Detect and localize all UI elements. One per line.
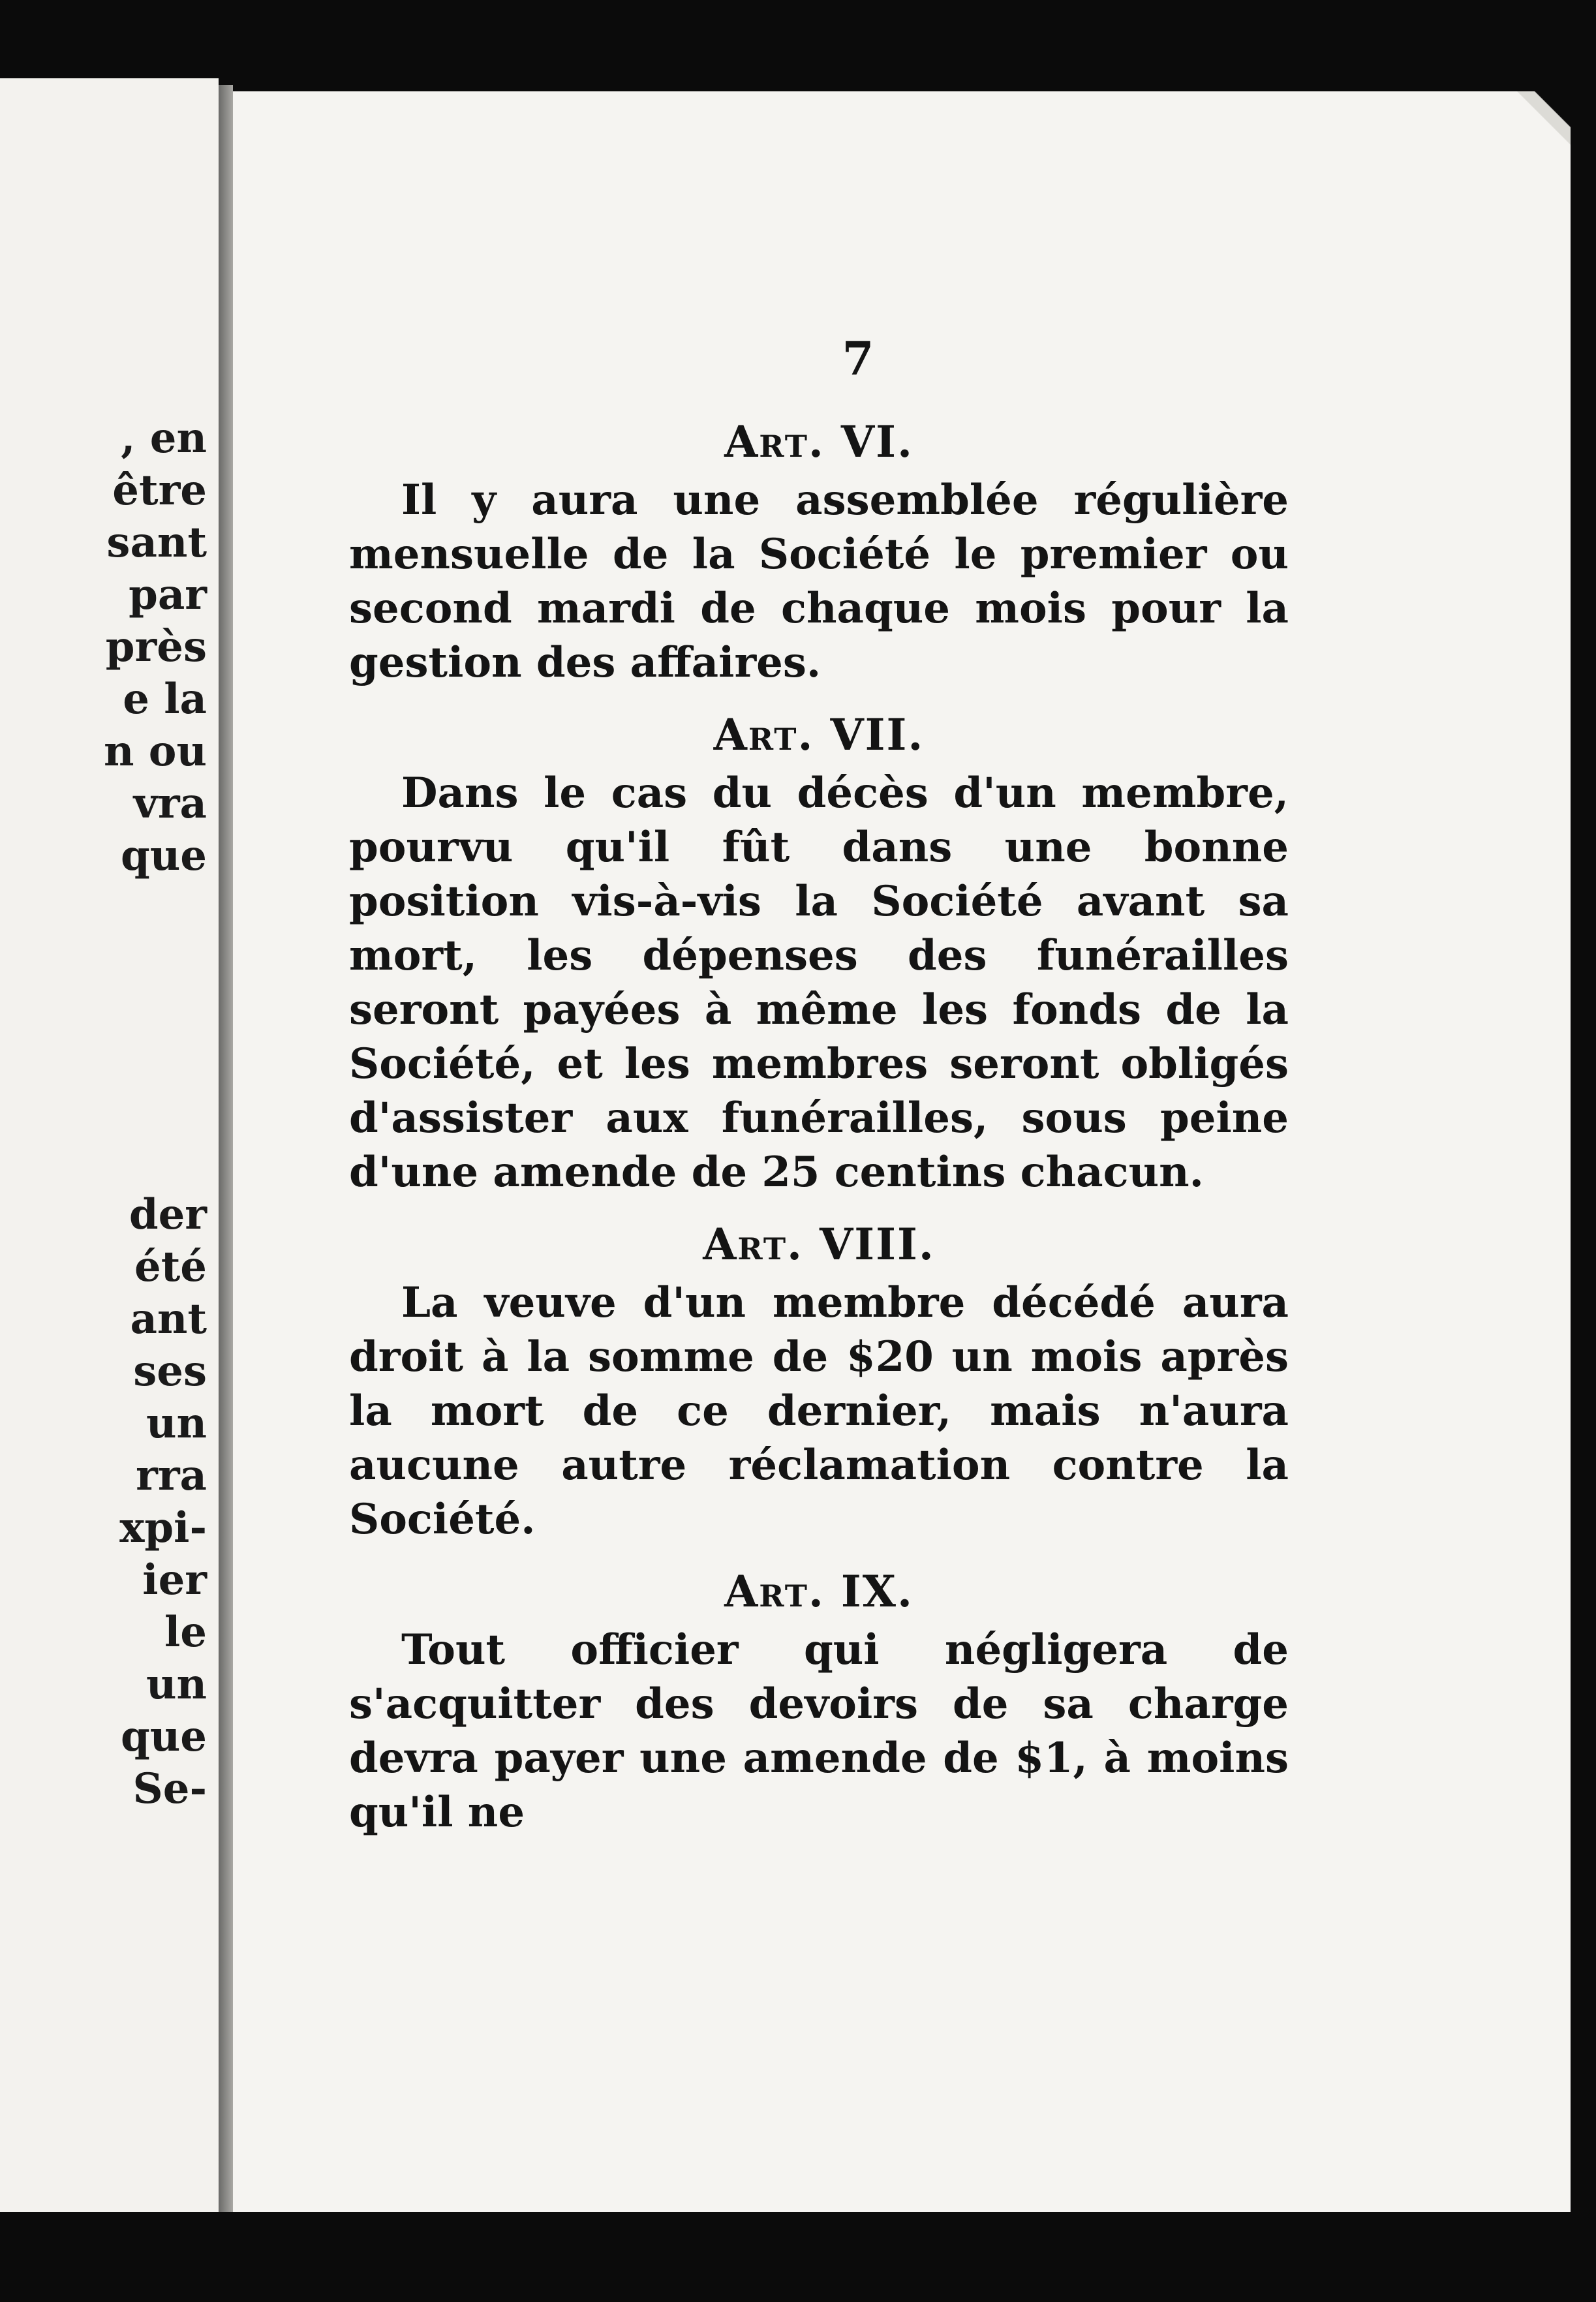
facing-page-fragment: e la <box>123 675 207 724</box>
page <box>233 91 1571 2212</box>
facing-page-fragment: que <box>121 831 207 880</box>
facing-page-fragment: xpi- <box>119 1503 207 1552</box>
article-heading: Art. VII. <box>713 709 925 760</box>
facing-page-fragment: ier <box>142 1556 207 1604</box>
book-gutter <box>219 85 233 2212</box>
facing-page-fragment: rra <box>136 1451 207 1500</box>
article-text: La veuve d'un membre décédé aura droit à la somme de $20 un mois après la mort de ce dernier, mais n'aura aucune autre réclamation contre la Société. <box>349 1278 1289 1544</box>
facing-page <box>0 78 219 2212</box>
article-text: Il y aura une assemblée régulière mensuelle de la Société le premier ou second mardi de chaque mois pour la gestion des affaires. <box>349 476 1289 687</box>
facing-page-fragment: être <box>112 466 207 515</box>
facing-page-fragment: un <box>146 1660 207 1709</box>
facing-page-fragment: le <box>164 1608 207 1657</box>
facing-page-fragment: sant <box>106 518 207 567</box>
facing-page-fragment: un <box>146 1399 207 1448</box>
facing-page-fragment: été <box>134 1242 207 1291</box>
article-heading: Art. VIII. <box>703 1219 935 1270</box>
facing-page-fragment: par <box>129 570 207 619</box>
article-heading: Art. VI. <box>724 416 913 467</box>
facing-page-fragment: près <box>105 622 207 671</box>
facing-page-fragment: ant <box>130 1295 207 1343</box>
page-corner <box>1512 91 1571 150</box>
article-text: Dans le cas du décès d'un membre, pourvu qu'il fût dans une bonne position vis-à-vis la Société avant sa mort, les dépenses des funérailles seront payées à même les fonds de la Société, et les membres seront obligés d'assister aux funérailles, sous peine d'une amende de 25 centins chacun. <box>349 769 1289 1197</box>
facing-page-fragment: que <box>121 1712 207 1761</box>
facing-page-fragment: Se- <box>132 1764 207 1813</box>
page-number: 7 <box>842 331 874 386</box>
facing-page-fragment: , en <box>121 414 207 463</box>
facing-page-fragment: vra <box>133 779 207 828</box>
page-text <box>349 307 1289 1854</box>
facing-page-fragment: n ou <box>103 727 207 776</box>
article-text: Tout officier qui négligera de s'acquitter des devoirs de sa charge devra payer une amende de $1, à moins qu'il ne <box>349 1625 1289 1837</box>
facing-page-fragment: der <box>129 1190 207 1239</box>
facing-page-fragment: ses <box>133 1347 207 1396</box>
article-heading: Art. IX. <box>724 1566 913 1617</box>
